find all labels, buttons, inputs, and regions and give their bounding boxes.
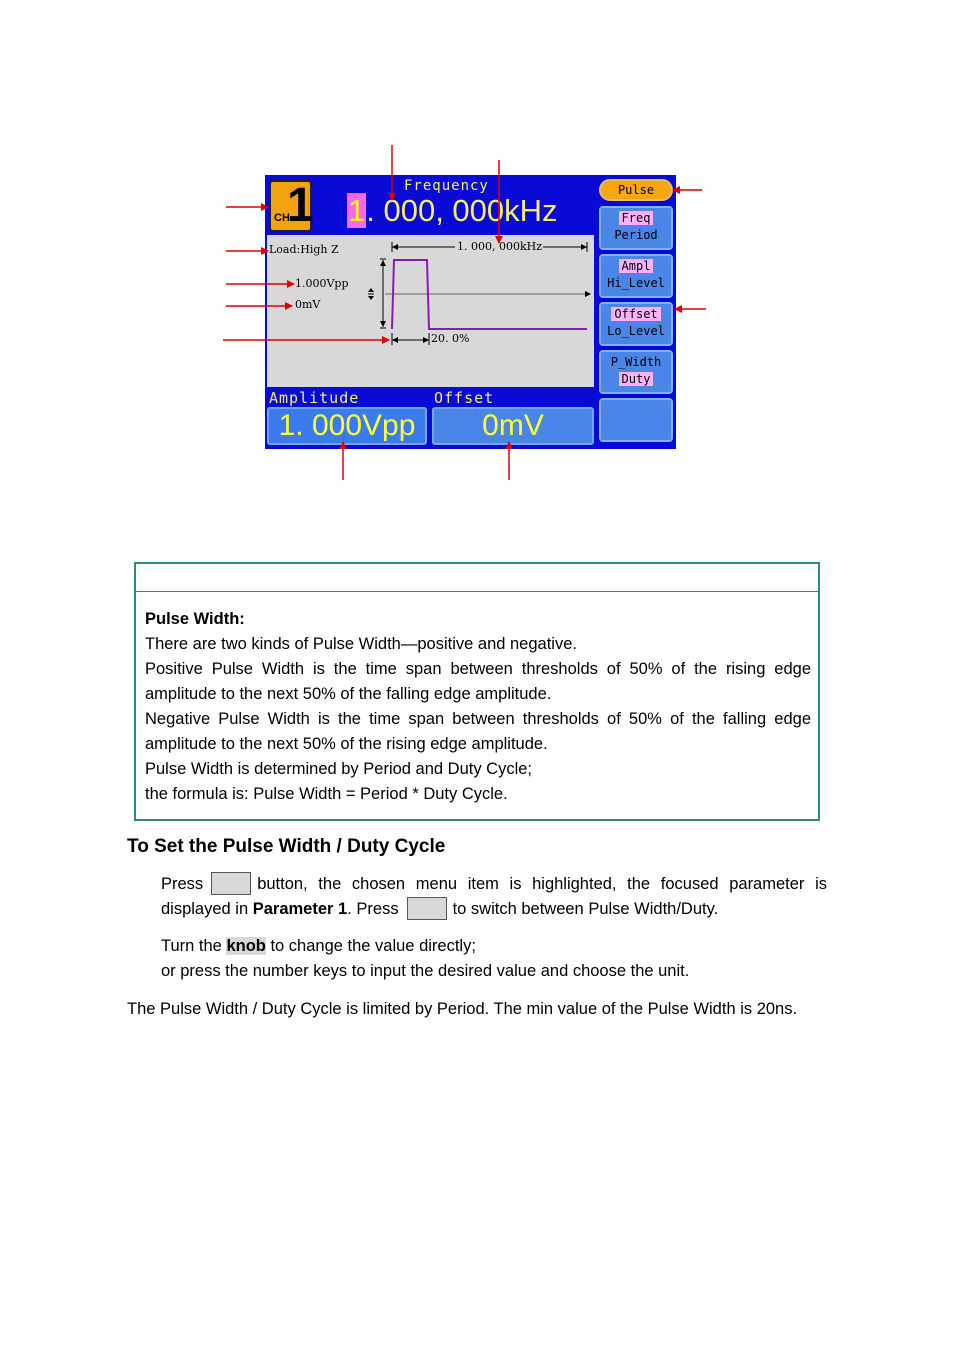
parameter-2-value: 0mV: [432, 407, 594, 445]
menu-offset-lolevel-button[interactable]: [599, 302, 673, 346]
p1-text-d: to switch between Pulse Width/Duty.: [452, 900, 719, 918]
menu-empty-button[interactable]: [599, 398, 673, 442]
section-heading: To Set the Pulse Width / Duty Cycle: [127, 836, 446, 857]
note-box: [134, 562, 820, 821]
menu-pulse-label: Pulse: [617, 183, 655, 197]
parameter-2-title: Offset: [434, 389, 495, 407]
channel-badge: [269, 180, 312, 232]
menu-lolevel-label: Lo_Level: [607, 324, 665, 338]
load-label: Load:High Z: [269, 243, 339, 256]
note-line: Pulse Width is determined by Period and Duty Cycle;: [145, 760, 533, 778]
key-button-image: [211, 872, 251, 895]
paragraph-knob: [161, 934, 827, 959]
menu-pwidth-duty-button[interactable]: [599, 350, 673, 394]
parameter-1-title: Amplitude: [269, 389, 360, 407]
frequency-label: Frequency: [404, 178, 489, 194]
parameter-1: [265, 387, 429, 449]
waveform-plot: [267, 235, 594, 387]
note-line: There are two kinds of Pulse Width—positive and negative.: [145, 635, 577, 653]
key-button-image-2: [407, 897, 447, 920]
amplitude-readout: 1.000Vpp: [295, 277, 349, 290]
side-menu: [596, 175, 676, 449]
note-separator: [136, 591, 818, 592]
offset-readout: 0mV: [295, 298, 321, 311]
channel-badge-number: 1: [287, 179, 314, 232]
menu-pwidth-label: P_Width: [610, 355, 662, 369]
knob-term: knob: [226, 937, 266, 955]
p2-text-b: to change the value directly;: [270, 937, 476, 955]
menu-ampl-hilevel-button[interactable]: [599, 254, 673, 298]
note-line: Positive Pulse Width is the time span between thresholds of 50% of the rising edge amplitude to the next 50% of the falling edge amplitude.: [145, 660, 811, 703]
p1-text-b: button, the chosen menu item is highlighted, the focused parameter is displayed in: [161, 875, 827, 918]
p1-text-a: Press: [161, 875, 204, 893]
menu-ampl-label: Ampl: [619, 259, 654, 273]
generator-screen: [265, 175, 676, 449]
note-line: the formula is: Pulse Width = Period * Duty Cycle.: [145, 785, 508, 803]
p2-text-a: Turn the: [161, 937, 222, 955]
paragraph-number-keys: or press the number keys to input the desired value and choose the unit.: [161, 962, 690, 980]
frequency-value: [347, 193, 558, 229]
menu-duty-label: Duty: [619, 372, 654, 386]
p1-text-c: . Press: [347, 900, 399, 918]
p1-bold: Parameter 1: [252, 900, 348, 918]
note-body: [145, 607, 811, 807]
menu-freq-period-button[interactable]: [599, 206, 673, 250]
channel-badge-ch: CH: [274, 212, 290, 224]
parameter-2: [430, 387, 596, 449]
paragraph-limit: The Pulse Width / Duty Cycle is limited by Period. The min value of the Pulse Width is 20ns.: [127, 1000, 798, 1018]
waveform-graphics: [267, 235, 594, 387]
duty-readout: 20. 0%: [431, 332, 470, 345]
period-label: 1. 000, 000kHz: [457, 240, 543, 253]
frequency-value-cursor-digit: 1: [348, 193, 366, 228]
menu-hilevel-label: Hi_Level: [607, 276, 665, 290]
menu-offset-label: Offset: [611, 307, 660, 321]
menu-pulse-button[interactable]: [599, 179, 673, 201]
note-line: Negative Pulse Width is the time span between thresholds of 50% of the falling edge amplitude to the next 50% of the rising edge amplitude.: [145, 710, 811, 753]
frequency-value-rest: . 000, 000kHz: [366, 193, 558, 228]
menu-freq-label: Freq: [619, 211, 654, 225]
menu-period-label: Period: [614, 228, 658, 242]
parameter-bar: [265, 387, 596, 449]
parameter-1-value: 1. 000Vpp: [267, 407, 427, 445]
note-title: Pulse Width:: [145, 610, 245, 628]
paragraph-press: [161, 872, 827, 922]
